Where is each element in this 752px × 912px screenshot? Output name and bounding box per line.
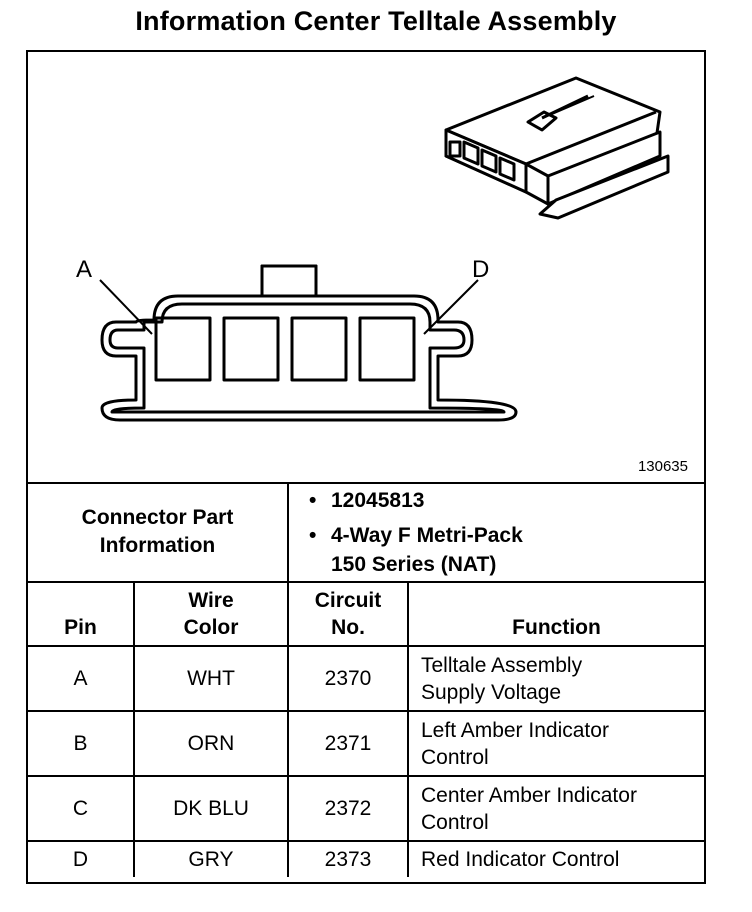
figure-number: 130635 <box>637 458 688 475</box>
pin-cell: D <box>28 841 134 877</box>
circuit-cell: 2370 <box>288 646 408 711</box>
connector-info-label: Connector Part Information <box>28 482 288 582</box>
pin-cell: B <box>28 711 134 776</box>
function-cell: Center Amber Indicator Control <box>408 776 704 841</box>
connector-diagram <box>28 52 704 484</box>
connector-type: • 4-Way F Metri-Pack <box>331 521 704 550</box>
wire-color-cell: DK BLU <box>134 776 288 841</box>
connector-series: 150 Series (NAT) <box>331 553 497 576</box>
pin-d-callout: D <box>472 256 490 283</box>
pin-cell: C <box>28 776 134 841</box>
connector-3d-view <box>446 78 668 218</box>
table-row <box>28 841 704 877</box>
circuit-cell: 2371 <box>288 711 408 776</box>
header-wire-color: Wire Color <box>134 582 288 646</box>
pin-a-callout: A <box>76 256 93 283</box>
connector-face-view <box>100 266 516 420</box>
table-row <box>28 646 704 711</box>
connector-illustration <box>28 52 704 482</box>
function-cell: Left Amber Indicator Control <box>408 711 704 776</box>
wire-color-cell: ORN <box>134 711 288 776</box>
function-cell: Telltale Assembly Supply Voltage <box>408 646 704 711</box>
header-function: Function <box>408 582 704 646</box>
part-number: • 12045813 <box>331 486 704 515</box>
connector-table <box>28 482 704 877</box>
table-header-row <box>28 582 704 646</box>
pin-cell: A <box>28 646 134 711</box>
table-row <box>28 711 704 776</box>
connector-info-row <box>28 482 704 582</box>
connector-document <box>26 50 706 884</box>
page-title: Information Center Telltale Assembly <box>135 6 617 36</box>
connector-info-list <box>288 482 704 582</box>
wire-color-cell: GRY <box>134 841 288 877</box>
header-circuit: Circuit No. <box>288 582 408 646</box>
header-pin: Pin <box>28 582 134 646</box>
circuit-cell: 2372 <box>288 776 408 841</box>
function-cell: Red Indicator Control <box>408 841 704 877</box>
circuit-cell: 2373 <box>288 841 408 877</box>
wire-color-cell: WHT <box>134 646 288 711</box>
table-row <box>28 776 704 841</box>
